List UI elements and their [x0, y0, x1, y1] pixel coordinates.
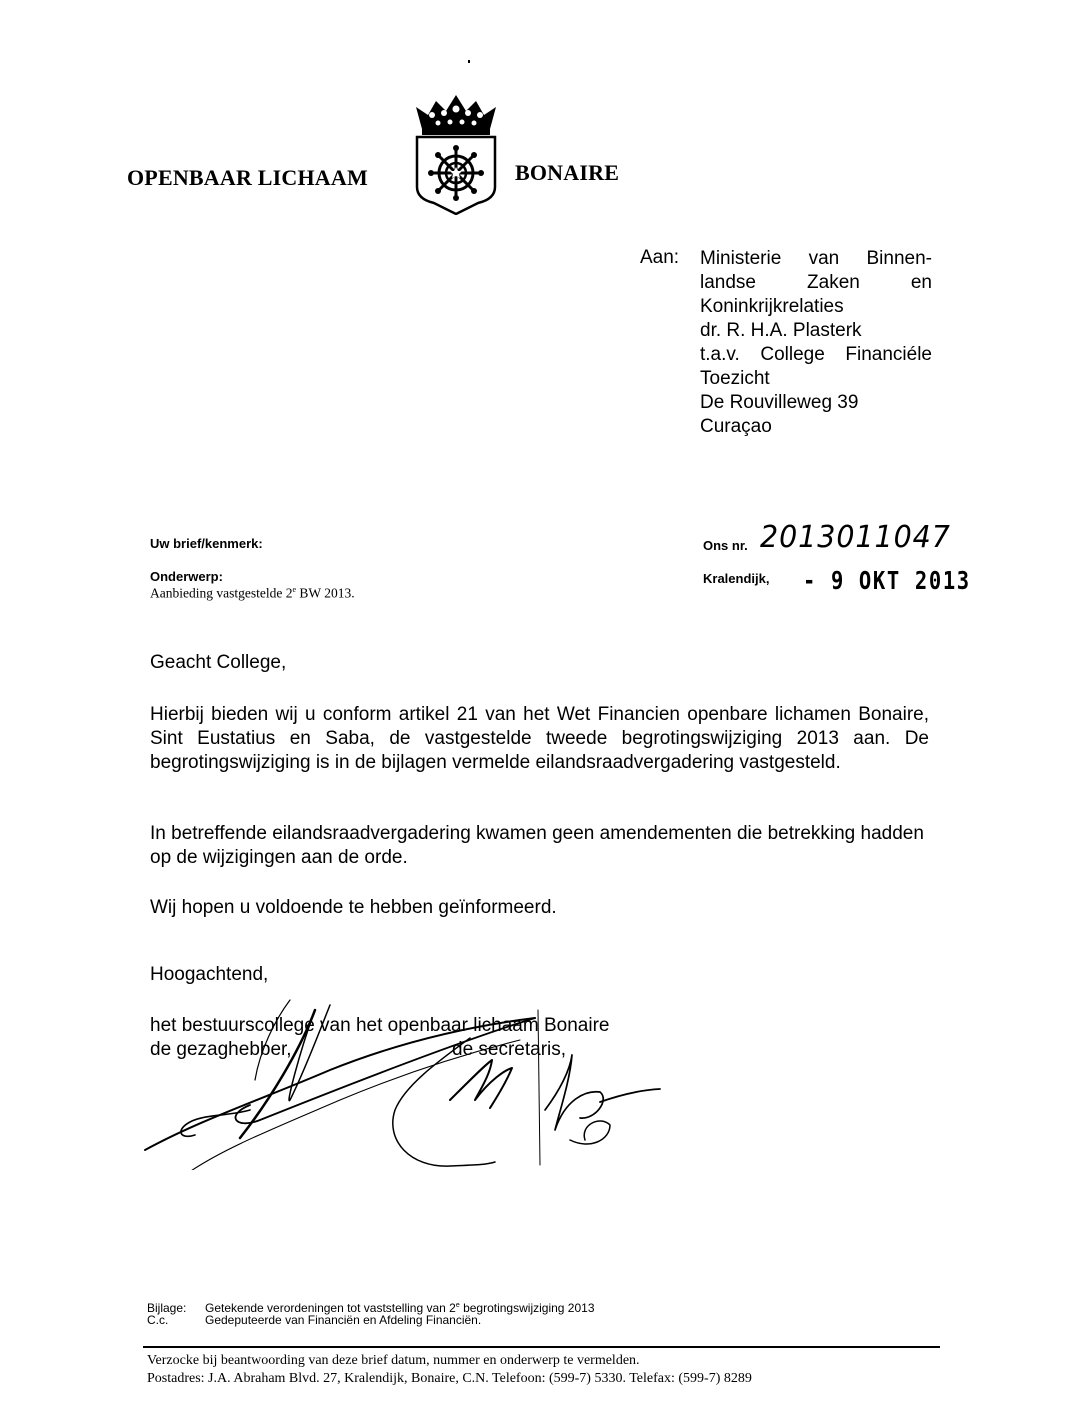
subject-label: Onderwerp: — [150, 569, 223, 584]
signatory-line: het bestuurscollege van het openbaar lichaam Bonaire — [150, 1015, 610, 1036]
cc-value: Gedeputeerde van Financiën en Afdeling Financiën. — [205, 1313, 482, 1327]
place-label: Kralendijk, — [703, 571, 770, 586]
enclosure-value: Getekende verordeningen tot vaststelling van 2 — [205, 1301, 456, 1315]
enclosure-label: Bijlage: — [147, 1301, 187, 1315]
body-paragraph: Hierbij bieden wij u conform artikel 21 van het Wet Financien openbare lichamen Bonaire, Sint Eustatius en Saba, de vastgestelde tweede begrotingswijziging 2013 aan. De begrotingswijziging is in de bijlagen vermelde eilandsraadvergadering vastgesteld. — [150, 704, 929, 773]
date-stamp: - 9 OKT 2013 — [803, 566, 971, 595]
footer-divider — [143, 1346, 940, 1348]
recipient-address — [700, 247, 932, 439]
signer-right: de secretaris, — [452, 1039, 567, 1060]
body-paragraph: Wij hopen u voldoende te hebben geïnformeerd. — [150, 897, 557, 918]
your-reference-label: Uw brief/kenmerk: — [150, 536, 263, 551]
letterhead-left-text: OPENBAAR LICHAAM — [127, 165, 368, 190]
scan-speck — [468, 60, 470, 63]
salutation: Geacht College, — [150, 652, 287, 673]
footer-address: Postadres: J.A. Abraham Blvd. 27, Kralendijk, Bonaire, C.N. Telefoon: (599-7) 5330. Telefax: (599-7) 8289 — [147, 1371, 752, 1386]
recipient-label: Aan: — [640, 247, 680, 268]
subject-tail: BW 2013. — [296, 585, 355, 601]
recipient-line: t.a.v. College Financiéle — [700, 344, 932, 365]
signer-left: de gezaghebber, — [150, 1039, 292, 1060]
subject-superscript: e — [292, 585, 297, 594]
recipient-line: Koninkrijkrelaties — [700, 296, 844, 317]
recipient-line: Curaçao — [700, 416, 772, 437]
coat-of-arms-icon — [408, 93, 504, 215]
subject-value — [150, 585, 355, 602]
cc-row — [147, 1313, 481, 1328]
body-paragraph: In betreffende eilandsraadvergadering kwamen geen amendementen die betrekking hadden op de wijzigingen aan de orde. — [150, 823, 924, 868]
our-number-label: Ons nr. — [703, 538, 748, 553]
subject-text: Aanbieding vastgestelde 2 — [150, 585, 293, 601]
letterhead-right-text: BONAIRE — [515, 160, 620, 185]
enclosure-value-tail: begrotingswijziging 2013 — [459, 1301, 595, 1315]
recipient-line: landse Zaken en — [700, 272, 932, 293]
our-number-handwritten: 2013011047 — [760, 520, 951, 555]
footer-notice: Verzocke bij beantwoording van deze brief datum, nummer en onderwerp te vermelden. — [147, 1353, 640, 1368]
closing: Hoogachtend, — [150, 964, 269, 985]
recipient-line: Toezicht — [700, 368, 770, 389]
recipient-line: Ministerie van Binnen- — [700, 248, 932, 269]
enclosure-superscript: e — [455, 1302, 460, 1309]
recipient-line: dr. R. H.A. Plasterk — [700, 320, 862, 341]
cc-label: C.c. — [147, 1313, 169, 1327]
recipient-line: De Rouvilleweg 39 — [700, 392, 859, 413]
